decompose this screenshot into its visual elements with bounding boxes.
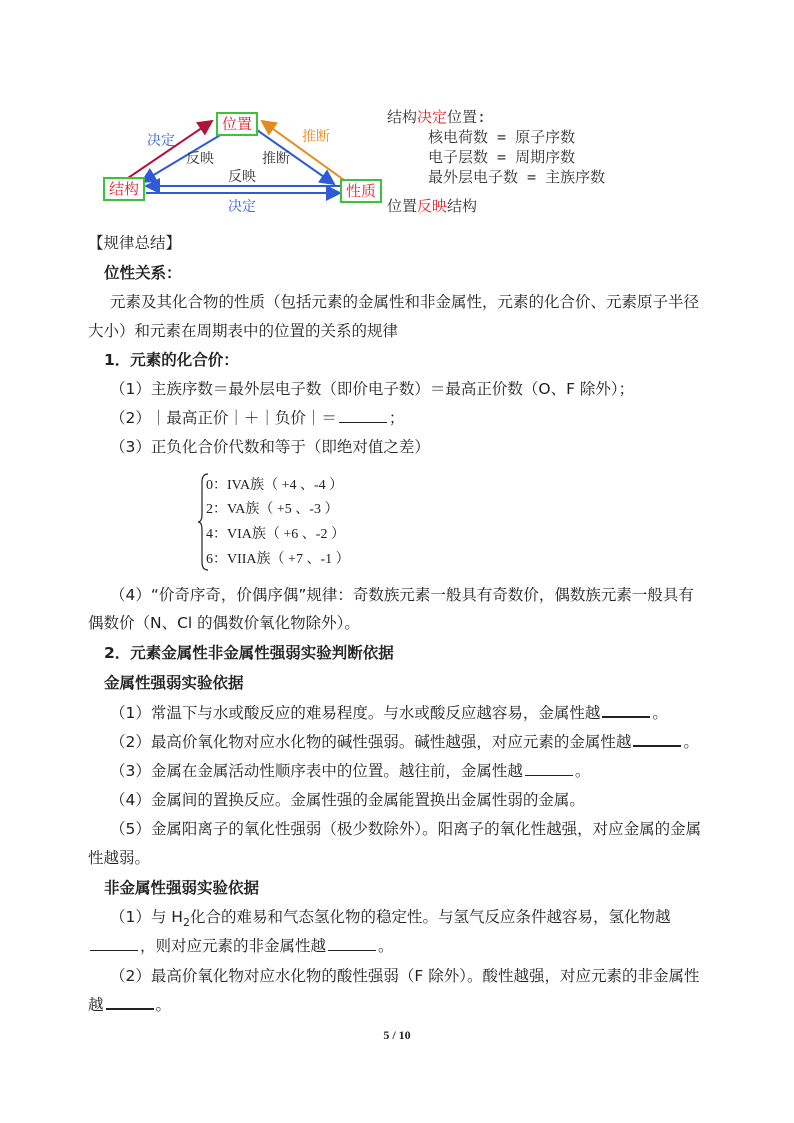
item-text: 。 (574, 762, 591, 780)
item-text: 。 (155, 996, 172, 1014)
note-line-5 (387, 195, 477, 216)
nonmetal-item-1-line-1 (110, 906, 670, 934)
fill-blank[interactable] (106, 994, 154, 1010)
metal-item-5-line-1: （5）金属阳离子的氧化性强弱（极少数除外）。阳离子的氧化性越强，对应金属的金属 (110, 820, 702, 838)
brace-line-1: 0：IVA族（ +4 、-4 ） (206, 478, 344, 493)
metal-item-4: （4）金属间的置换反应。金属性强的金属能置换出金属性弱的金属。 (110, 791, 585, 809)
fill-blank[interactable] (339, 408, 387, 423)
label-decide-left: 决定 (147, 133, 175, 149)
item-text: （1）与 H (110, 908, 183, 926)
nonmetal-heading: 非金属性强弱实验依据 (104, 879, 260, 897)
metal-item-1 (110, 702, 668, 724)
sec1-item-2 (110, 407, 404, 429)
note-line-3: 电子层数 = 周期序数 (428, 148, 576, 166)
item-text: （2）｜最高正价｜＋｜负价｜＝ (110, 409, 337, 427)
intro-line-1: 元素及其化合物的性质（包括元素的金属性和非金属性，元素的化合价、元素原子半径 (110, 293, 700, 311)
fill-blank[interactable] (602, 702, 650, 718)
brace-line-3: 4：VIA族（ +6 、-2 ） (206, 527, 345, 542)
item-text: （1）常温下与水或酸反应的难易程度。与水或酸反应越容易，金属性越 (110, 704, 601, 722)
nonmetal-item-2-line-2 (88, 994, 171, 1016)
item-text: 化合的难易和气态氢化物的稳定性。与氢气反应条件越容易，氢化物越 (189, 908, 671, 926)
nonmetal-item-2-line-1: （2）最高价氧化物对应水化物的酸性强弱（F 除外）。酸性越强，对应元素的非金属性 (110, 967, 700, 985)
note-text: 位置 (387, 197, 418, 215)
intro-line-2: 大小）和元素在周期表中的位置的关系的规律 (88, 322, 399, 340)
metal-item-2 (110, 731, 699, 753)
note-text: 结构 (387, 108, 418, 126)
item-text: 。 (683, 733, 699, 751)
node-property: 性质 (340, 179, 382, 203)
node-structure: 结构 (103, 177, 145, 201)
sec1-item-4-line-2: 偶数价（N、Cl 的偶数价氧化物除外）。 (88, 614, 360, 632)
note-emphasis: 反映 (417, 197, 448, 215)
note-line-2: 核电荷数 = 原子序数 (428, 128, 576, 146)
fill-blank[interactable] (633, 731, 681, 747)
page-number: 5 / 10 (383, 1028, 411, 1042)
item-text: （2）最高价氧化物对应水化物的碱性强弱。碱性越强，对应元素的金属性越 (110, 733, 632, 751)
note-line-4: 最外层电子数 = 主族序数 (428, 168, 606, 186)
note-line-1 (387, 106, 486, 127)
nonmetal-item-1-line-2 (88, 935, 394, 957)
sec1-item-1: （1）主族序数＝最外层电子数（即价电子数）＝最高正价数（O、F 除外）； (110, 380, 635, 398)
subscript: 2 (182, 916, 190, 930)
summary-heading: 【规律总结】 (88, 234, 182, 252)
note-text: 结构 (447, 197, 478, 215)
metal-item-5-line-2: 性越弱。 (88, 849, 151, 867)
label-infer-inner: 推断 (262, 151, 290, 167)
item-text: （3）金属在金属活动性顺序表中的位置。越往前，金属性越 (110, 762, 523, 780)
label-infer-outer: 推断 (302, 129, 330, 145)
item-text: ； (388, 409, 405, 427)
note-text: 位置: (447, 108, 487, 126)
section-2-title: 2．元素金属性非金属性强弱实验判断依据 (104, 644, 394, 662)
label-decide-bottom: 决定 (228, 199, 256, 215)
brace-line-2: 2：VA族（ +5 、-3 ） (206, 502, 339, 517)
brace-line-4: 6：VIIA族（ +7 、-1 ） (206, 552, 350, 567)
metal-heading: 金属性强弱实验依据 (104, 674, 244, 692)
fill-blank[interactable] (90, 936, 138, 951)
section-1-title: 1．元素的化合价： (104, 351, 239, 369)
sec1-item-4-line-1: （4）“价奇序奇，价偶序偶”规律：奇数族元素一般具有奇数价，偶数族元素一般具有 (110, 586, 694, 604)
fill-blank[interactable] (525, 761, 573, 776)
metal-item-3 (110, 760, 590, 782)
item-text: 。 (378, 937, 394, 955)
label-reflect-bottom: 反映 (228, 169, 256, 185)
sec1-item-3: （3）正负化合价代数和等于（即绝对值之差） (110, 438, 430, 456)
fill-blank[interactable] (328, 936, 376, 951)
item-text: ，则对应元素的非金属性越 (140, 937, 327, 955)
label-reflect-left: 反映 (186, 151, 214, 167)
item-text: 越 (88, 996, 104, 1014)
note-emphasis: 决定 (417, 108, 448, 126)
item-text: 。 (652, 704, 668, 722)
relation-heading: 位性关系： (104, 264, 182, 282)
node-position: 位置 (216, 112, 258, 136)
